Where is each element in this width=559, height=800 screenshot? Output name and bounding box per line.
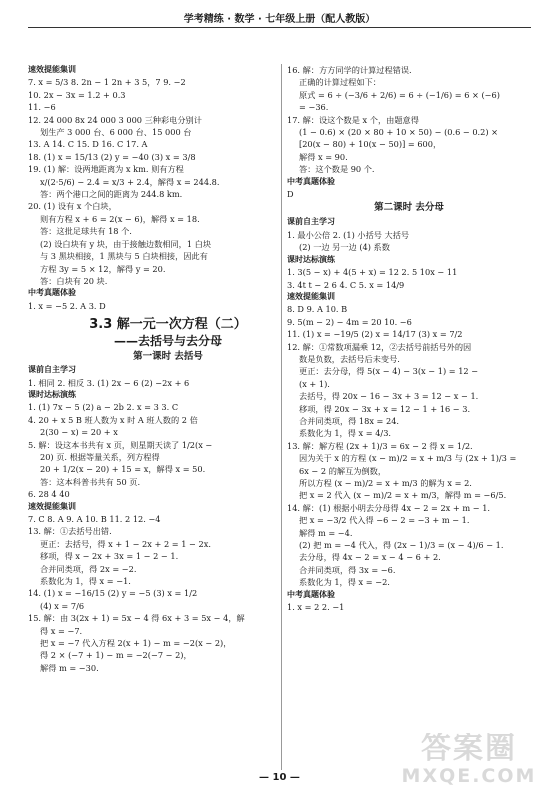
answer-line: 8. D 9. A 10. B (287, 304, 348, 315)
section-heading: 中考真题体验 (287, 176, 335, 186)
answer-line: 答：这个数是 90 个. (299, 164, 375, 175)
answer-block (287, 266, 531, 291)
answer-line: 答：两个港口之间的距离为 244.8 km. (40, 189, 183, 200)
answer-line: (x + 1). (299, 378, 330, 389)
header-rule (28, 27, 531, 28)
answer-line: 去括号，得 20x − 16 − 3x + 3 = 12 − x − 1. (299, 391, 479, 402)
answer-line: 所以方程 (x − m)/2 = x + m/3 的解为 x = 2. (299, 478, 472, 488)
answer-line: 16. 解：方方同学的计算过程错误. (287, 65, 412, 75)
watermark-url: MXQE.COM (401, 765, 537, 787)
answer-line: 合并同类项，得 2x = −2. (40, 563, 137, 574)
chapter-title: 3.3 解一元一次方程（二） (89, 317, 247, 333)
section-heading: 课前自主学习 (287, 217, 335, 227)
answer-block (287, 188, 531, 200)
answer-line: 合并同类项，得 3x = −6. (299, 564, 396, 575)
answer-line: (4) x = 7/6 (40, 600, 85, 611)
page-header: 学考精练 · 数学 · 七年级上册（配人教版） (183, 14, 376, 25)
answer-line: 7. x = 5/3 8. 2n − 1 2n + 3 5，7 9. −2 (28, 77, 186, 88)
answer-line: 数是负数，去括号后未变号. (299, 353, 400, 364)
answer-line: 1. (1) 7x − 5 (2) a − 2b 2. x = 3 3. C (28, 402, 179, 413)
answer-line: [20(x − 80) + 10(x − 50)] = 600， (299, 139, 442, 150)
answer-block (28, 401, 278, 500)
answer-line: 原式 = 6 ÷ (−3/6 + 2/6) = 6 ÷ (−1/6) = 6 × (−6) (299, 89, 500, 100)
answer-line: x/(2·5/6) − 2.4 = x/3 + 2.4，解得 x = 244.8. (40, 176, 220, 187)
answer-line: 系数化为 1，得 x = −1. (40, 576, 131, 587)
answer-line: 12. 24 000 8x 24 000 3 000 三种彩电分别计 (28, 114, 202, 125)
answer-line: 1. 最小公倍 2. (1) 小括号 大括号 (287, 229, 410, 240)
answer-line: 系数化为 1，得 x = −2. (299, 577, 390, 588)
answer-line: 4. 20 + x 5 B 班人数为 x 时 A 班人数的 2 倍 (28, 414, 198, 425)
answer-line: (1 − 0.6) × (20 × 80 + 10 × 50) − (0.6 − 0.2) × (299, 127, 499, 138)
answer-block (28, 377, 278, 389)
answer-line: 把 x = 2 代入 (x − m)/2 = x + m/3，解得 m = −6/5. (299, 490, 507, 501)
section-heading: 中考真题体验 (287, 589, 335, 599)
answer-line: 7. C 8. A 9. A 10. B 11. 2 12. −4 (28, 514, 161, 524)
answer-line: 5. 解：设这本书共有 x 页，则星期天读了 1/2(x − (28, 439, 213, 450)
answer-line: 移项，得 x − 2x + 3x = 1 − 2 − 1. (40, 551, 179, 562)
answer-line: 因为关于 x 的方程 (x − m)/2 = x + m/3 与 (2x + 1)/3 = (299, 453, 517, 464)
answer-line: 19. (1) 解：设两地距离为 x km. 则有方程 (28, 164, 184, 175)
answer-line: 得 2 × (−7 + 1) − m = −2(−7 − 2)， (40, 650, 192, 661)
answer-line: 20. (1) 设有 x 个白块， (28, 201, 117, 212)
watermark-logo (388, 733, 550, 791)
section-heading: 速效提能集训 (28, 65, 76, 74)
answer-line: 18. (1) x = 15/13 (2) y = −40 (3) x = 3/8 (28, 151, 196, 162)
answer-line: 解得 x = 90. (299, 151, 348, 162)
answer-block (287, 303, 531, 588)
answer-line: 1. 相同 2. 相反 3. (1) 2x − 6 (2) −2x + 6 (28, 377, 190, 388)
answer-line: 11. −6 (28, 102, 56, 113)
section-heading: 课时达标演练 (28, 389, 76, 399)
answer-line: 答：这批足球共有 18 个. (40, 226, 132, 237)
answer-line: 划生产 3 000 台、6 000 台、15 000 台 (40, 127, 192, 138)
section-heading: 课时达标演练 (287, 254, 335, 264)
answer-line: 更正：去括号，得 x + 1 − 2x + 2 = 1 − 2x. (40, 538, 211, 549)
section-heading: 中考真题体验 (28, 288, 76, 298)
section-heading: 速效提能集训 (287, 291, 335, 301)
answer-line: 1. x = −5 2. A 3. D (28, 300, 106, 311)
answer-line: 10. 2x − 3x = 1.2 + 0.3 (28, 89, 126, 100)
right-column (287, 64, 531, 613)
answer-line: 12. 解：①常数项漏乘 12，②去括号前括号外的因 (287, 341, 472, 352)
answer-line: (2) 把 m = −4 代入，得 (2x − 1)/3 = (x − 4)/6 − 1. (299, 540, 504, 551)
answer-line: 6x − 2 的解互为倒数， (299, 465, 387, 476)
left-column (28, 64, 278, 674)
answer-line: 14. (1) x = −16/15 (2) y = −5 (3) x = 1/2 (28, 588, 198, 599)
answer-line: 解得 m = −4. (299, 527, 353, 538)
column-divider (281, 64, 282, 770)
answer-line: 与 3 黑块相接，1 黑块与 5 白块相接，因此有 (40, 251, 208, 262)
answer-line: = −36. (299, 102, 329, 113)
answer-line: 13. A 14. C 15. D 16. C 17. A (28, 139, 148, 150)
answer-line: 17. 解：设这个数是 x 个，由题意得 (287, 114, 419, 125)
answer-line: (2) 一边 另一边 (4) 系数 (299, 242, 390, 253)
page-number: — 10 — (259, 772, 300, 783)
answer-line: 合并同类项，得 18x = 24. (299, 415, 400, 426)
answer-line: 6. 28 4 40 (28, 489, 70, 500)
answer-block (28, 513, 278, 674)
answer-line: 2(30 − x) = 20 + x (40, 427, 118, 438)
answer-line: 20 + 1/2(x − 20) + 15 = x，解得 x = 50. (40, 464, 206, 475)
chapter-subtitle: ——去括号与去分母 (113, 334, 222, 349)
answer-line: 答：白块有 20 块. (40, 275, 108, 286)
lesson-title: 第一课时 去括号 (133, 351, 203, 363)
answer-line: 移项，得 20x − 3x + x = 12 − 1 + 16 − 3. (299, 403, 471, 414)
answer-line: D (287, 189, 294, 200)
watermark-text: 答案圈 (421, 733, 517, 766)
answer-line: 20) 页. 根据等量关系，列方程得 (40, 451, 160, 462)
answer-line: 正确的计算过程如下： (299, 77, 381, 88)
answer-line: (2) 设白块有 y 块，由于接触边数相同，1 白块 (40, 238, 212, 249)
answer-line: 则有方程 x + 6 = 2(x − 6)，解得 x = 18. (40, 213, 200, 224)
answer-line: 答：这本科普书共有 50 页. (40, 476, 141, 487)
answer-block (287, 229, 531, 254)
answer-line: 1. x = 2 2. −1 (287, 602, 345, 613)
answer-line: 11. (1) x = −19/5 (2) x = 14/17 (3) x = 7/2 (287, 329, 463, 340)
answer-line: 3. 4t t − 2 6 4. C 5. x = 14/9 (287, 279, 405, 290)
answer-line: 13. 解：①去括号出错. (28, 526, 112, 537)
answer-line: 得 x = −7. (40, 625, 83, 636)
answer-line: 14. 解：(1) 根据小明去分母得 4x − 2 = 2x + m − 1. (287, 502, 491, 513)
answer-block (287, 601, 531, 613)
answer-line: 9. 5(m − 2) − 4m = 20 10. −6 (287, 316, 412, 327)
answer-block (28, 76, 278, 287)
answer-line: 把 x = −3/2 代入得 −6 − 2 = −3 + m − 1. (299, 515, 470, 526)
answer-line: 把 x = −7 代入方程 2(x + 1) − m = −2(x − 2)， (40, 638, 232, 649)
answer-line: 系数化为 1，得 x = 4/3. (299, 428, 392, 439)
answer-block (28, 300, 278, 312)
answer-block (287, 64, 531, 176)
answer-line: 15. 解：由 3(2x + 1) = 5x − 4 得 6x + 3 = 5x − 4，解 (28, 613, 245, 624)
answer-line: 去分母，得 4x − 2 = x − 4 − 6 + 2. (299, 552, 441, 563)
answer-line: 解得 m = −30. (40, 662, 99, 673)
answer-line: 1. 3(5 − x) + 4(5 + x) = 12 2. 5 10x − 11 (287, 267, 458, 278)
answer-line: 13. 解：解方程 (2x + 1)/3 = 6x − 2 得 x = 1/2. (287, 440, 473, 451)
answer-line: 更正：去分母，得 5(x − 4) − 3(x − 1) = 12 − (299, 366, 479, 377)
lesson-title: 第二课时 去分母 (374, 202, 444, 214)
section-heading: 课前自主学习 (28, 365, 76, 375)
section-heading: 速效提能集训 (28, 501, 76, 511)
answer-line: 方程 3y = 5 × 12，解得 y = 20. (40, 263, 166, 274)
